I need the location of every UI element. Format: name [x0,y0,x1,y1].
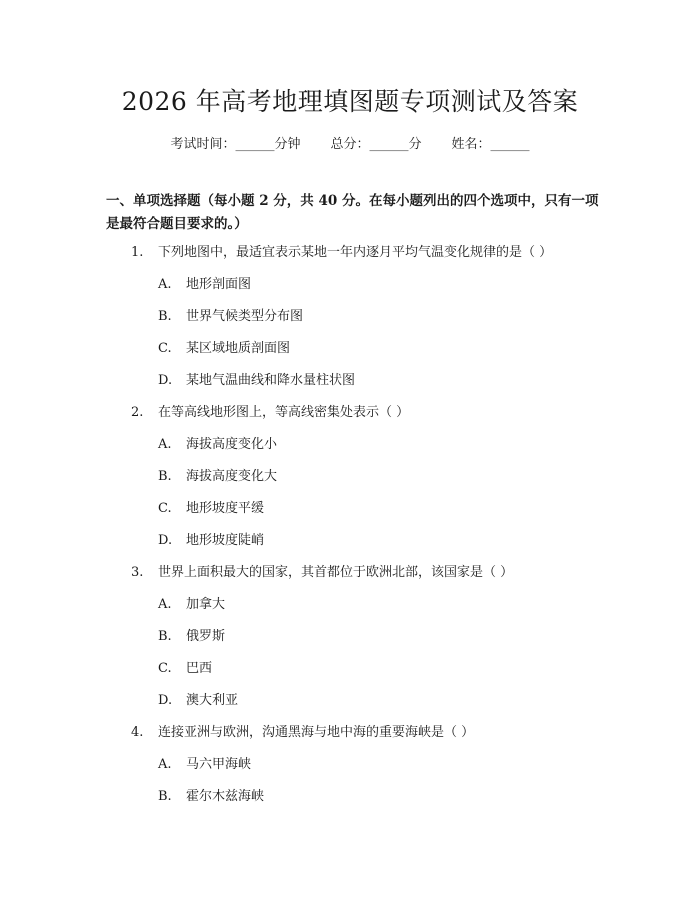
option-text: 地形坡度平缓 [186,501,265,516]
question-number: 2. [131,405,144,420]
section-heading: 一、单项选择题（每小题 2 分，共 40 分。在每小题列出的四个选项中，只有一项是最符合题目要求的。） [106,193,599,232]
option-text: 马六甲海峡 [186,757,252,772]
option-text: 某地气温曲线和降水量柱状图 [186,373,356,388]
option-text: 地形坡度陡峭 [186,533,265,548]
option-letter: D. [158,373,173,388]
option-d [0,371,700,403]
question-3 [0,563,700,723]
option-c [0,339,700,371]
option-letter: C. [158,341,172,356]
question-text: 世界上面积最大的国家，其首都位于欧洲北部，该国家是（ ） [158,565,514,580]
question-1 [0,243,700,403]
option-text: 海拔高度变化大 [186,469,278,484]
question-text: 在等高线地形图上，等高线密集处表示（ ） [158,405,410,420]
question-2 [0,403,700,563]
question-stem [0,723,700,755]
option-letter: C. [158,661,172,676]
option-text: 世界气候类型分布图 [186,309,304,324]
option-a [0,275,700,307]
exam-time-field: 考试时间：______分钟 [170,137,301,152]
option-letter: A. [158,757,172,772]
option-letter: A. [158,437,172,452]
question-number: 1. [131,245,144,260]
question-stem [0,563,700,595]
option-d [0,531,700,563]
option-text: 加拿大 [186,597,226,612]
option-letter: D. [158,533,173,548]
option-letter: A. [158,277,172,292]
question-4 [0,723,700,819]
option-b [0,787,700,819]
option-text: 地形剖面图 [186,277,252,292]
option-letter: B. [158,629,172,644]
option-a [0,435,700,467]
option-text: 海拔高度变化小 [186,437,278,452]
question-number: 4. [131,725,144,740]
option-d [0,691,700,723]
option-text: 某区域地质剖面图 [186,341,291,356]
option-b [0,307,700,339]
student-name-field: 姓名：______ [451,137,530,152]
total-score-field: 总分：______分 [330,137,422,152]
question-stem [0,243,700,275]
page-title: 2026 年高考地理填图题专项测试及答案 [121,87,579,116]
option-letter: D. [158,693,173,708]
option-b [0,627,700,659]
option-a [0,595,700,627]
question-text: 连接亚洲与欧洲，沟通黑海与地中海的重要海峡是（ ） [158,725,475,740]
question-list [0,243,700,819]
option-a [0,755,700,787]
option-letter: B. [158,789,172,804]
option-c [0,659,700,691]
exam-meta [0,133,700,152]
option-text: 澳大利亚 [186,693,239,708]
option-text: 俄罗斯 [186,629,226,644]
question-stem [0,403,700,435]
option-letter: B. [158,469,172,484]
option-text: 巴西 [186,661,213,676]
question-number: 3. [131,565,144,580]
option-b [0,467,700,499]
question-text: 下列地图中，最适宜表示某地一年内逐月平均气温变化规律的是（ ） [158,245,553,260]
option-letter: C. [158,501,172,516]
option-c [0,499,700,531]
option-letter: B. [158,309,172,324]
option-letter: A. [158,597,172,612]
option-text: 霍尔木兹海峡 [186,789,265,804]
